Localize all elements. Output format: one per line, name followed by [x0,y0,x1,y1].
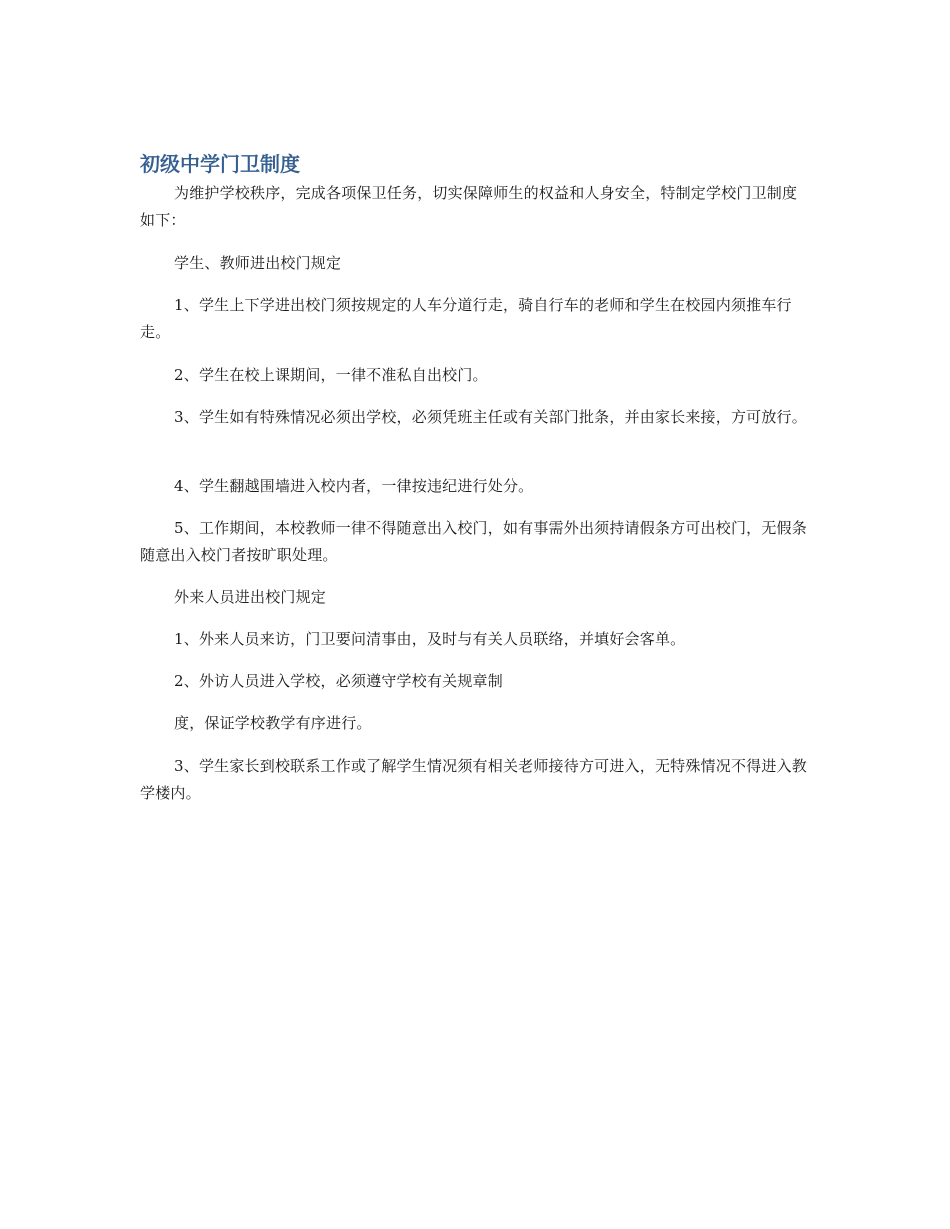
rule-paragraph: 1、外来人员来访，门卫要问清事由，及时与有关人员联络，并填好会客单。 [174,630,686,648]
rule-paragraph: 4、学生翻越围墙进入校内者，一律按违纪进行处分。 [174,477,534,495]
intro-paragraph: 为维护学校秩序，完成各项保卫任务，切实保障师生的权益和人身安全，特制定学校门卫制度如下： [140,184,798,229]
section-heading-students-teachers: 学生、教师进出校门规定 [174,254,342,272]
rule-paragraph: 3、学生如有特殊情况必须出学校，必须凭班主任或有关部门批条，并由家长来接，方可放行。 [174,408,807,426]
rule-paragraph: 1、学生上下学进出校门须按规定的人车分道行走，骑自行车的老师和学生在校园内须推车行走。 [140,296,792,341]
section-heading-visitors: 外来人员进出校门规定 [174,588,327,606]
rule-paragraph: 5、工作期间，本校教师一律不得随意出入校门，如有事需外出须持请假条方可出校门，无假条随意出入校门者按旷职处理。 [140,519,807,564]
rule-paragraph: 3、学生家长到校联系工作或了解学生情况须有相关老师接待方可进入，无特殊情况不得进入教学楼内。 [140,757,807,802]
rule-paragraph: 2、学生在校上课期间，一律不准私自出校门。 [174,366,488,384]
rule-paragraph-continuation: 度，保证学校教学有序进行。 [174,714,372,732]
rule-paragraph: 2、外访人员进入学校，必须遵守学校有关规章制 [174,672,503,690]
document-title: 初级中学门卫制度 [140,152,300,176]
